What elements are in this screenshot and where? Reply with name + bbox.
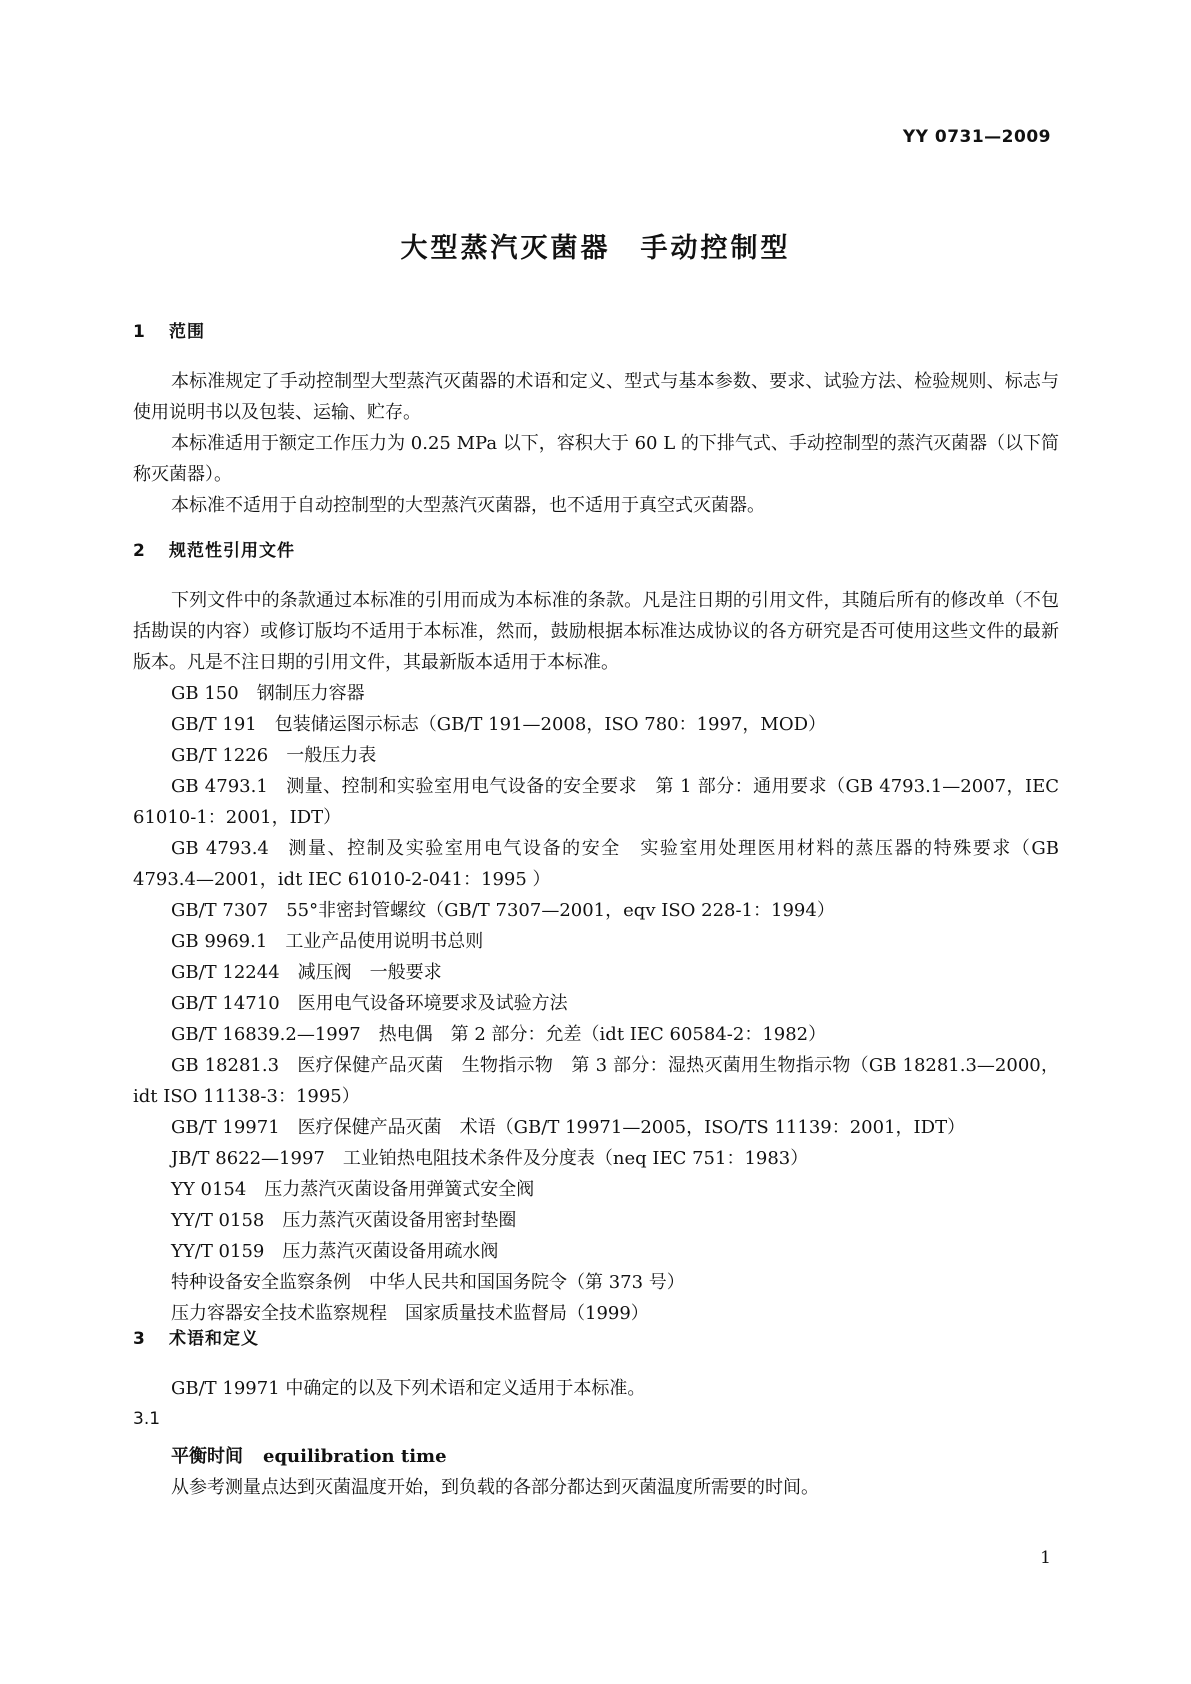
reference-item: [133, 1174, 1059, 1205]
reference-title: 测量、控制及实验室用电气设备的安全 实验室用处理医用材料的蒸压器的特殊要求（GB 4793.4—2001，idt IEC 61010-2-041：1995 ）: [133, 838, 1060, 890]
reference-title: 国家质量技术监督局（1999）: [405, 1303, 649, 1324]
reference-item: [133, 957, 1059, 988]
reference-item: [133, 1236, 1059, 1267]
reference-title: 测量、控制和实验室用电气设备的安全要求 第 1 部分：通用要求（GB 4793.1—2007，IEC 61010-1：2001，IDT）: [133, 776, 1059, 828]
reference-item: [133, 1298, 1059, 1329]
standard-code: YY 0731—2009: [902, 127, 1051, 147]
reference-title: 中华人民共和国国务院令（第 373 号）: [369, 1272, 685, 1293]
page-number: 1: [1040, 1548, 1051, 1568]
reference-code: GB/T 7307: [171, 900, 269, 921]
reference-code: GB/T 19971: [171, 1117, 280, 1138]
reference-code: GB/T 12244: [171, 962, 280, 983]
reference-title: 钢制压力容器: [256, 683, 365, 704]
paragraph: 本标准规定了手动控制型大型蒸汽灭菌器的术语和定义、型式与基本参数、要求、试验方法、检验规则、标志与使用说明书以及包装、运输、贮存。: [133, 371, 1059, 423]
reference-code: GB 150: [171, 683, 239, 704]
paragraph: GB/T 19971 中确定的以及下列术语和定义适用于本标准。: [171, 1378, 646, 1399]
reference-title: 减压阀 一般要求: [297, 962, 442, 983]
reference-item: [133, 1050, 1059, 1112]
reference-title: 压力蒸汽灭菌设备用密封垫圈: [282, 1210, 517, 1231]
reference-code: YY 0154: [171, 1179, 247, 1200]
reference-code: YY/T 0159: [171, 1241, 265, 1262]
reference-title: 医疗保健产品灭菌 生物指示物 第 3 部分：湿热灭菌用生物指示物（GB 18281.3—2000，idt ISO 11138-3：1995）: [133, 1055, 1060, 1107]
reference-title: 工业产品使用说明书总则: [285, 931, 484, 952]
reference-item: [133, 709, 1059, 740]
reference-code: GB/T 1226: [171, 745, 269, 766]
reference-item: [133, 1019, 1059, 1050]
reference-code: GB/T 191: [171, 714, 257, 735]
reference-item: [133, 833, 1059, 895]
reference-code: 特种设备安全监察条例: [171, 1272, 351, 1293]
term-entry: [133, 1441, 1059, 1472]
reference-code: GB 4793.4: [171, 838, 269, 859]
reference-code: GB 18281.3: [171, 1055, 280, 1076]
section-number: 2: [133, 541, 146, 561]
reference-item: [133, 1143, 1059, 1174]
reference-item: [133, 740, 1059, 771]
term-chinese: 平衡时间: [171, 1446, 243, 1467]
clause-number: 3.1: [133, 1409, 161, 1429]
reference-item: [133, 895, 1059, 926]
reference-title: 热电偶 第 2 部分：允差（idt IEC 60584-2：1982）: [378, 1024, 827, 1045]
reference-item: [133, 926, 1059, 957]
reference-item: [133, 1205, 1059, 1236]
reference-title: 压力蒸汽灭菌设备用弹簧式安全阀: [264, 1179, 535, 1200]
reference-code: GB/T 16839.2—1997: [171, 1024, 361, 1045]
reference-code: GB 4793.1: [171, 776, 268, 797]
reference-item: [133, 1267, 1059, 1298]
section-title: 规范性引用文件: [169, 541, 295, 561]
reference-code: JB/T 8622—1997: [171, 1148, 325, 1169]
term-definition: 从参考测量点达到灭菌温度开始，到负载的各部分都达到灭菌温度所需要的时间。: [171, 1477, 819, 1498]
paragraph: 下列文件中的条款通过本标准的引用而成为本标准的条款。凡是注日期的引用文件，其随后所有的修改单（不包括勘误的内容）或修订版均不适用于本标准，然而，鼓励根据本标准达成协议的各方研究是否可使用这些文件的最新版本。凡是不注日期的引用文件，其最新版本适用于本标准。: [133, 590, 1059, 673]
paragraph: 本标准不适用于自动控制型的大型蒸汽灭菌器，也不适用于真空式灭菌器。: [171, 495, 765, 516]
section-heading-terms-definitions: [133, 1329, 1059, 1349]
document-body: [133, 322, 1059, 1503]
section-number: 3: [133, 1329, 146, 1349]
reference-title: 55°非密封管螺纹（GB/T 7307—2001，eqv ISO 228-1：1994）: [286, 900, 835, 921]
reference-item: [133, 678, 1059, 709]
reference-title: 压力蒸汽灭菌设备用疏水阀: [282, 1241, 499, 1262]
reference-item: [133, 988, 1059, 1019]
section-heading-scope: [133, 322, 1059, 342]
document-title: 大型蒸汽灭菌器 手动控制型: [400, 233, 791, 264]
reference-title: 工业铂热电阻技术条件及分度表（neq IEC 751：1983）: [342, 1148, 809, 1169]
section-title: 范围: [169, 322, 205, 342]
section-number: 1: [133, 322, 146, 342]
reference-code: GB/T 14710: [171, 993, 280, 1014]
section-heading-normative-references: [133, 541, 1059, 561]
paragraph: 本标准适用于额定工作压力为 0.25 MPa 以下，容积大于 60 L 的下排气式、手动控制型的蒸汽灭菌器（以下简称灭菌器）。: [133, 433, 1059, 485]
reference-item: [133, 771, 1059, 833]
reference-item: [133, 1112, 1059, 1143]
term-english: equilibration time: [263, 1446, 447, 1467]
reference-code: YY/T 0158: [171, 1210, 265, 1231]
reference-title: 医疗保健产品灭菌 术语（GB/T 19971—2005，ISO/TS 11139：2001，IDT）: [297, 1117, 966, 1138]
reference-code: 压力容器安全技术监察规程: [171, 1303, 387, 1324]
section-title: 术语和定义: [169, 1329, 259, 1349]
reference-code: GB 9969.1: [171, 931, 268, 952]
reference-title: 一般压力表: [286, 745, 377, 766]
reference-title: 包装储运图示标志（GB/T 191—2008，ISO 780：1997，MOD）: [274, 714, 827, 735]
reference-title: 医用电气设备环境要求及试验方法: [297, 993, 568, 1014]
